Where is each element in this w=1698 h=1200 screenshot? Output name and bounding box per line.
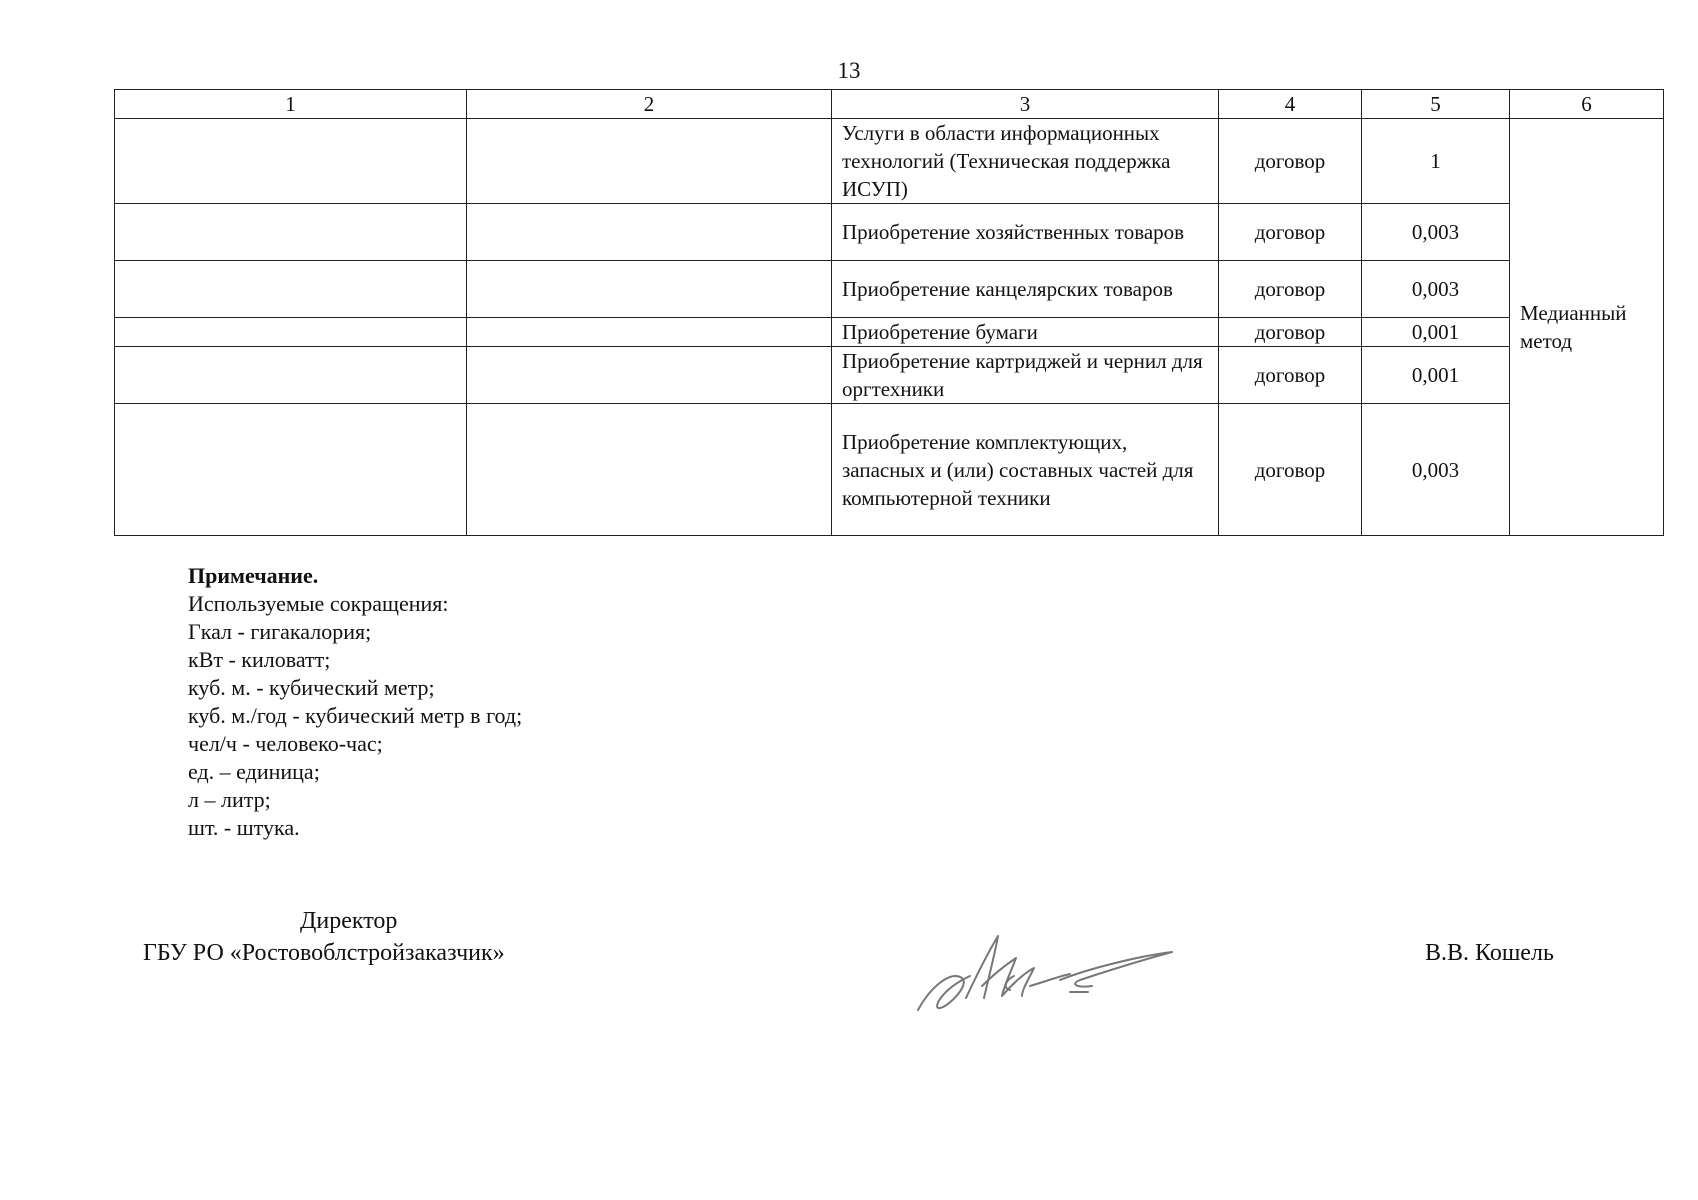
table-header-row: [115, 90, 1664, 119]
note-title: Примечание.: [188, 563, 319, 588]
note-line: Гкал - гигакалория;: [188, 619, 372, 644]
item-unit: договор: [1219, 261, 1362, 318]
item-name: Приобретение канцелярских товаров: [832, 261, 1219, 318]
item-value: 0,001: [1362, 318, 1510, 347]
handwritten-signature: [910, 928, 1180, 1018]
director-name: В.В. Кошель: [1425, 940, 1554, 966]
column-header-4: 4: [1219, 90, 1362, 119]
table-cell-col2: [467, 404, 832, 536]
table-cell-col1: [115, 404, 467, 536]
item-value: 1: [1362, 119, 1510, 204]
item-unit: договор: [1219, 119, 1362, 204]
item-value: 0,003: [1362, 261, 1510, 318]
item-unit: договор: [1219, 204, 1362, 261]
note-line: куб. м./год - кубический метр в год;: [188, 703, 523, 728]
column-header-2: 2: [467, 90, 832, 119]
director-organization: ГБУ РО «Ростовоблстройзаказчик»: [143, 940, 505, 966]
column-header-1: 1: [115, 90, 467, 119]
table-cell-col1: [115, 119, 467, 204]
item-unit: договор: [1219, 318, 1362, 347]
column-header-5: 5: [1362, 90, 1510, 119]
abbreviations-note: [188, 562, 522, 842]
table-cell-col2: [467, 204, 832, 261]
column-header-3: 3: [832, 90, 1219, 119]
calculation-method: Медианный метод: [1510, 119, 1664, 536]
item-name: Услуги в области информационных технологий (Техническая поддержка ИСУП): [832, 119, 1219, 204]
note-line: л – литр;: [188, 787, 271, 812]
item-unit: договор: [1219, 404, 1362, 536]
director-title: Директор: [300, 908, 398, 934]
item-name: Приобретение хозяйственных товаров: [832, 204, 1219, 261]
item-name: Приобретение картриджей и чернил для оргтехники: [832, 347, 1219, 404]
note-line: кВт - киловатт;: [188, 647, 331, 672]
item-unit: договор: [1219, 347, 1362, 404]
table-row: [115, 261, 1664, 318]
table-cell-col2: [467, 318, 832, 347]
item-value: 0,003: [1362, 204, 1510, 261]
table-row: [115, 119, 1664, 204]
table-cell-col1: [115, 347, 467, 404]
note-line: ед. – единица;: [188, 759, 320, 784]
table-row: [115, 318, 1664, 347]
table-cell-col1: [115, 204, 467, 261]
table-cell-col2: [467, 347, 832, 404]
column-header-6: 6: [1510, 90, 1664, 119]
table-row: [115, 204, 1664, 261]
item-name: Приобретение комплектующих, запасных и (или) составных частей для компьютерной техники: [832, 404, 1219, 536]
note-line: чел/ч - человеко-час;: [188, 731, 383, 756]
note-line: Используемые сокращения:: [188, 591, 449, 616]
table-row: [115, 404, 1664, 536]
table-cell-col1: [115, 318, 467, 347]
table-cell-col1: [115, 261, 467, 318]
note-line: куб. м. - кубический метр;: [188, 675, 435, 700]
note-line: шт. - штука.: [188, 815, 300, 840]
table-cell-col2: [467, 119, 832, 204]
procurement-table: [114, 89, 1664, 536]
page-number: 13: [837, 58, 861, 83]
item-name: Приобретение бумаги: [832, 318, 1219, 347]
table-cell-col2: [467, 261, 832, 318]
item-value: 0,003: [1362, 404, 1510, 536]
item-value: 0,001: [1362, 347, 1510, 404]
table-row: [115, 347, 1664, 404]
